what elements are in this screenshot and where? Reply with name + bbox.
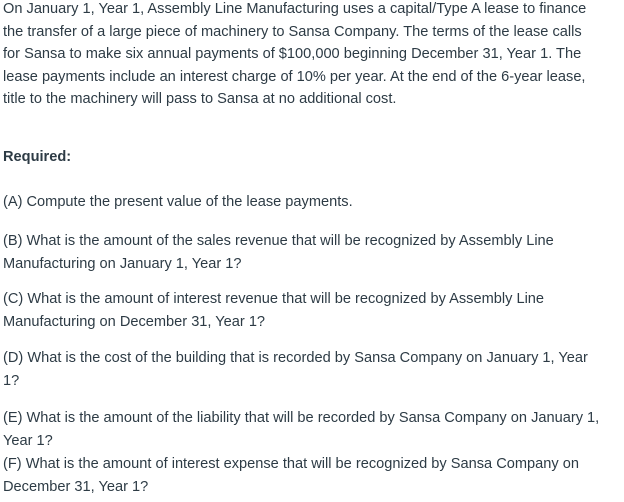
problem-statement: On January 1, Year 1, Assembly Line Manufacturing uses a capital/Type A lease to finance the transfer of a large piece of machinery to Sansa Company. The terms of the lease calls for Sansa to make six annual payments of $100,000 beginning December 31, Year 1. The lease payments include an interest charge of 10% per year. At the end of the 6-year lease, title to the machinery will pass to Sansa at no additional cost. (3, 1, 587, 107)
question-e: (E) What is the amount of the liability that will be recorded by Sansa Company on January 1, Year 1? (3, 410, 600, 449)
question-f: (F) What is the amount of interest expense that will be recognized by Sansa Company on December 31, Year 1? (3, 456, 579, 495)
question-b: (B) What is the amount of the sales revenue that will be recognized by Assembly Line Manufacturing on January 1, Year 1? (3, 233, 554, 272)
question-c: (C) What is the amount of interest revenue that will be recognized by Assembly Line Manufacturing on December 31, Year 1? (3, 291, 545, 330)
question-d: (D) What is the cost of the building that is recorded by Sansa Company on January 1, Year 1? (3, 350, 588, 389)
question-a: (A) Compute the present value of the lease payments. (3, 194, 353, 210)
required-heading: Required: (3, 149, 72, 165)
